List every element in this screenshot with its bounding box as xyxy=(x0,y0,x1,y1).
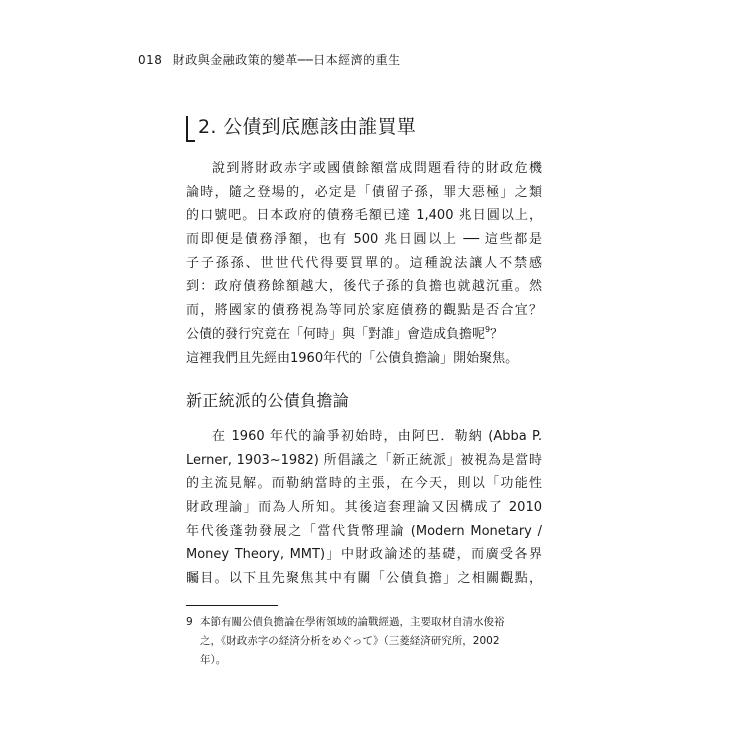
paragraph-line: 的口號吧。日本政府的債務毛額已達 1,400 兆日圓以上， xyxy=(186,208,542,224)
footnote-line: 之，《財政赤字の経済分析をめぐって》（三菱経済研究所，2002 xyxy=(200,635,500,647)
paragraph-line: 這裡我們且先經由1960年代的「公債負擔論」開始聚焦。 xyxy=(186,350,519,366)
footnote-divider xyxy=(186,605,278,606)
footnote-line: 年）。 xyxy=(200,654,227,666)
footnote-line: 本節有關公債負擔論在學術領域的論戰經過，主要取材自清水俊裕 xyxy=(200,616,505,628)
paragraph-line: Lerner, 1903~1982) 所倡議之「新正統派」被視為是當時 xyxy=(186,452,542,468)
paragraph-line: 的主流見解。而勒納當時的主張，在今天，則以「功能性 xyxy=(186,476,542,492)
paragraph-line: 矚目。以下且先聚焦其中有關「公債負擔」之相關觀點， xyxy=(186,571,542,587)
paragraph-line-with-ref xyxy=(186,323,542,347)
paragraph-line: 而即便是債務淨額，也有 500 兆日圓以上 ── 這些都是 xyxy=(186,232,542,248)
book-title: 財政與金融政策的變革──日本經濟的重生 xyxy=(172,53,401,67)
paragraph-line: 年代後蓬勃發展之「當代貨幣理論 (Modern Monetary / xyxy=(186,523,542,539)
footnote xyxy=(186,613,546,670)
section-heading-text: 2. 公債到底應該由誰買單 xyxy=(198,116,417,138)
paragraph-line: 說到將財政赤字或國債餘額當成問題看待的財政危機 xyxy=(212,161,542,176)
paragraph-line: 子子孫孫、世世代代得要買單的。這種說法讓人不禁感 xyxy=(186,255,542,271)
subsection-heading: 新正統派的公債負擔論 xyxy=(186,391,350,410)
paragraph-1 xyxy=(186,157,542,370)
paragraph-2 xyxy=(186,425,542,591)
paragraph-line: 財政理論」而為人所知。其後這套理論又因構成了 2010 xyxy=(186,500,542,516)
paragraph-line: 而，將國家的債務視為等同於家庭債務的觀點是否合宜？ xyxy=(186,303,542,319)
paragraph-line-text: 公債的發行究竟在「何時」與「對誰」會造成負擔呢 xyxy=(186,326,486,342)
paragraph-line: 在 1960 年代的論爭初始時，由阿巴．勒納 (Abba P. xyxy=(212,429,542,444)
footnote-reference: 9 xyxy=(485,324,491,334)
paragraph-line: 論時，隨之登場的，必定是「債留子孫，罪大惡極」之類 xyxy=(186,184,542,200)
page-number: 018 xyxy=(138,53,163,67)
paragraph-line-end: ？ xyxy=(490,326,504,342)
running-header xyxy=(138,51,401,68)
paragraph-line: Money Theory, MMT)」中財政論述的基礎，而廣受各界 xyxy=(186,547,542,563)
heading-corner-mark xyxy=(186,116,195,142)
paragraph-line: 到：政府債務餘額越大，後代子孫的負擔也就越沉重。然 xyxy=(186,279,542,295)
footnote-body xyxy=(200,613,546,670)
footnote-number: 9 xyxy=(186,616,193,628)
section-heading xyxy=(186,112,566,142)
